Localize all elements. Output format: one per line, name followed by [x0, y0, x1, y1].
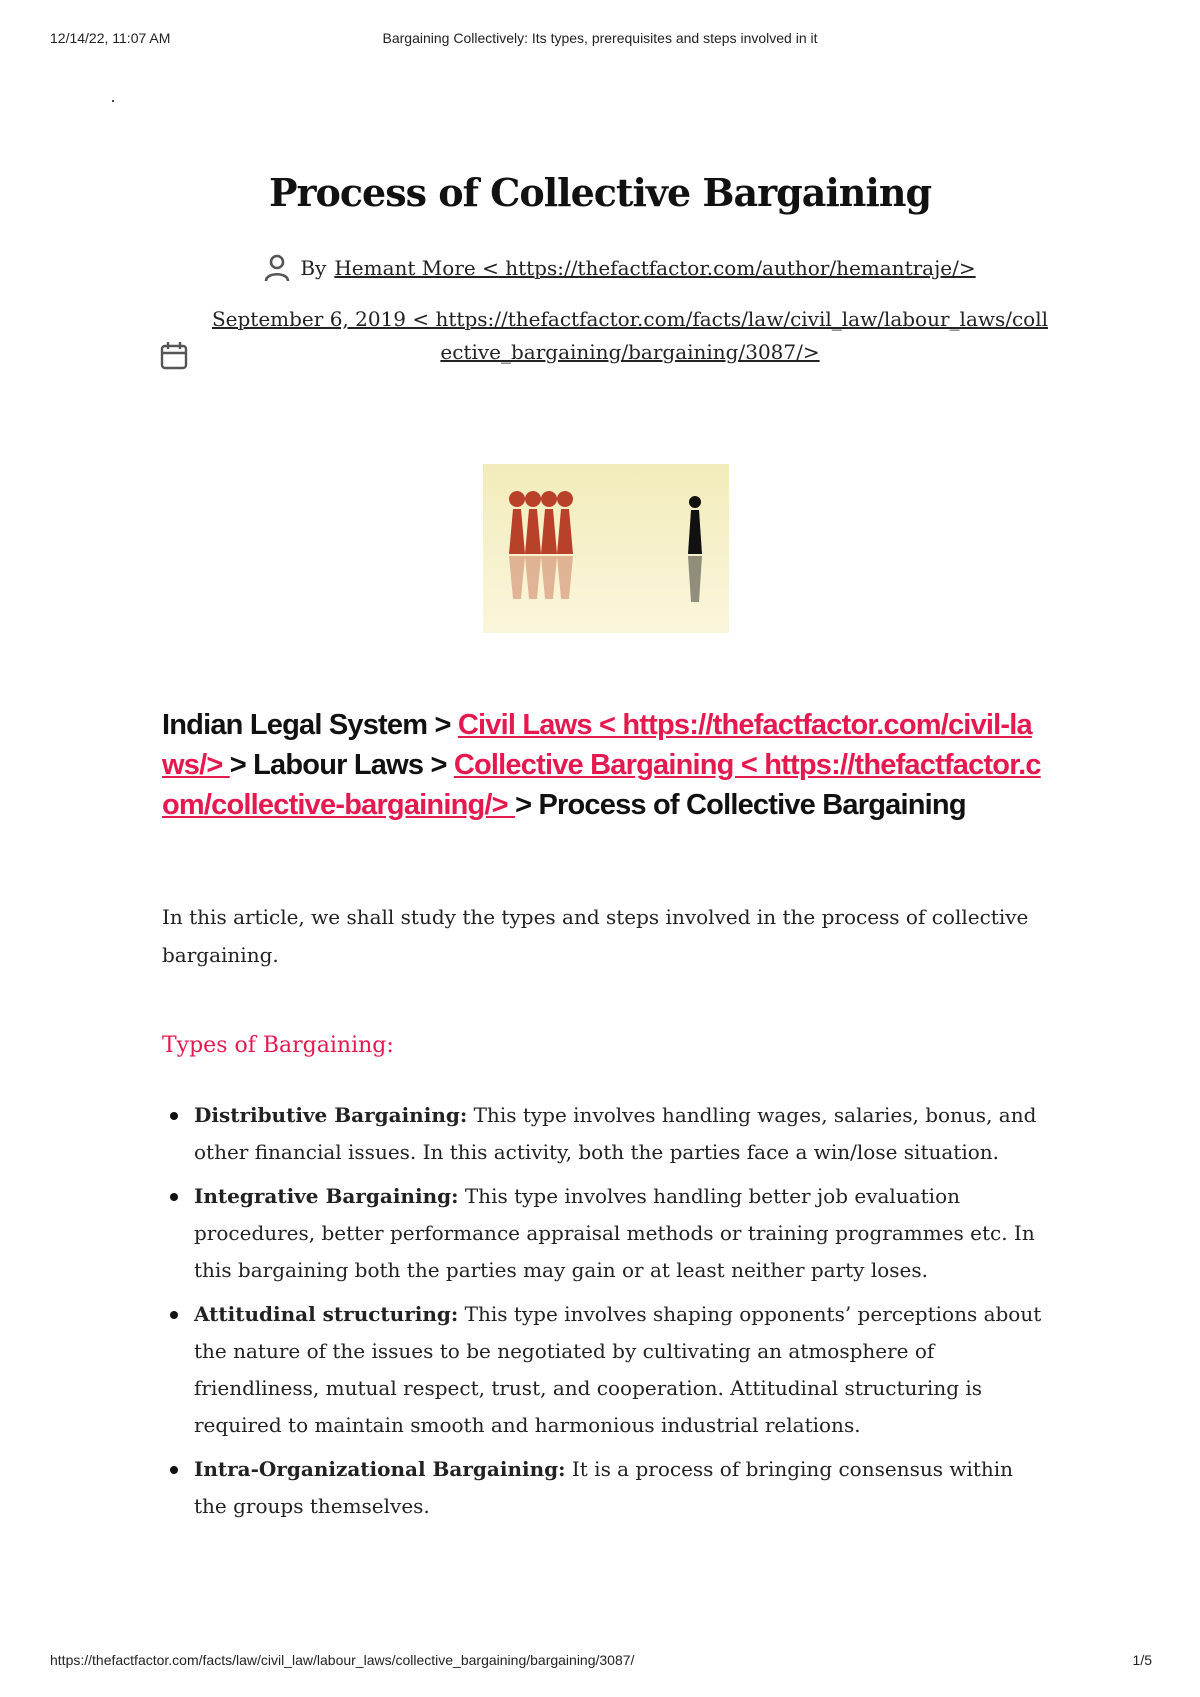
list-item: [162, 1451, 1042, 1525]
list-item-text: This type involves handling better job evaluation procedures, better performance appraisal methods or training programmes etc. In this bargaining both the parties may gain or at least neither party loses.: [194, 1184, 1035, 1282]
user-icon: [264, 254, 290, 282]
intro-paragraph: In this article, we shall study the types and steps involved in the process of collective bargaining.: [162, 905, 1029, 967]
date-link[interactable]: September 6, 2019 < https://thefactfactor.com/facts/law/civil_law/labour_laws/collective_bargaining/bargaining/3087/>: [211, 307, 1049, 364]
author-link[interactable]: Hemant More < https://thefactfactor.com/author/hemantraje/>: [334, 256, 976, 280]
types-list: [162, 1097, 1042, 1532]
print-footer-url: https://thefactfactor.com/facts/law/civil_law/labour_laws/collective_bargaining/bargaining/3087/: [50, 1652, 635, 1668]
date-block: [150, 303, 1050, 369]
list-item-text: It is a process of bringing consensus within the groups themselves.: [194, 1457, 1014, 1518]
list-item: [162, 1097, 1042, 1171]
breadcrumb: [162, 705, 1042, 825]
breadcrumb-item-current: > Process of Collective Bargaining: [515, 789, 966, 821]
list-item: [162, 1296, 1042, 1444]
list-item-text: This type involves shaping opponents’ perceptions about the nature of the issues to be negotiated by cultivating an atmosphere of friendliness, mutual respect, trust, and cooperation. Attitudinal structuring is required to maintain smooth and harmonious industrial relations.: [194, 1302, 1042, 1437]
list-item-term: Attitudinal structuring:: [194, 1302, 459, 1326]
bullet-icon: [170, 1193, 178, 1201]
list-item-term: Distributive Bargaining:: [194, 1103, 468, 1127]
article-title: Process of Collective Bargaining: [268, 170, 932, 215]
calendar-icon: [160, 341, 188, 371]
byline: [190, 252, 1050, 284]
breadcrumb-item-indian-legal-system: Indian Legal System >: [162, 709, 458, 741]
list-item: [162, 1178, 1042, 1289]
breadcrumb-item-labour-laws: > Labour Laws >: [229, 749, 454, 781]
list-item-text: This type involves handling wages, salaries, bonus, and other financial issues. In this activity, both the parties face a win/lose situation.: [194, 1103, 1037, 1164]
list-item-term: Intra-Organizational Bargaining:: [194, 1457, 566, 1481]
byline-prefix: By: [300, 256, 327, 280]
bullet-icon: [170, 1466, 178, 1474]
page-number: 1/5: [1132, 1652, 1152, 1668]
list-item-term: Integrative Bargaining:: [194, 1184, 459, 1208]
stray-dot: [112, 100, 114, 102]
breadcrumb-link-civil-laws[interactable]: Civil Laws < https://thefactfactor.com/civil-laws/>: [162, 709, 1032, 781]
print-doc-title: Bargaining Collectively: Its types, prerequisites and steps involved in it: [382, 30, 818, 46]
types-heading: Types of Bargaining:: [162, 1033, 394, 1058]
hero-image: [483, 464, 729, 633]
print-header: [0, 30, 1200, 54]
breadcrumb-link-collective-bargaining[interactable]: Collective Bargaining < https://thefactfactor.com/collective-bargaining/>: [162, 749, 1041, 821]
bullet-icon: [170, 1112, 178, 1120]
print-datetime: 12/14/22, 11:07 AM: [50, 30, 171, 46]
bullet-icon: [170, 1311, 178, 1319]
